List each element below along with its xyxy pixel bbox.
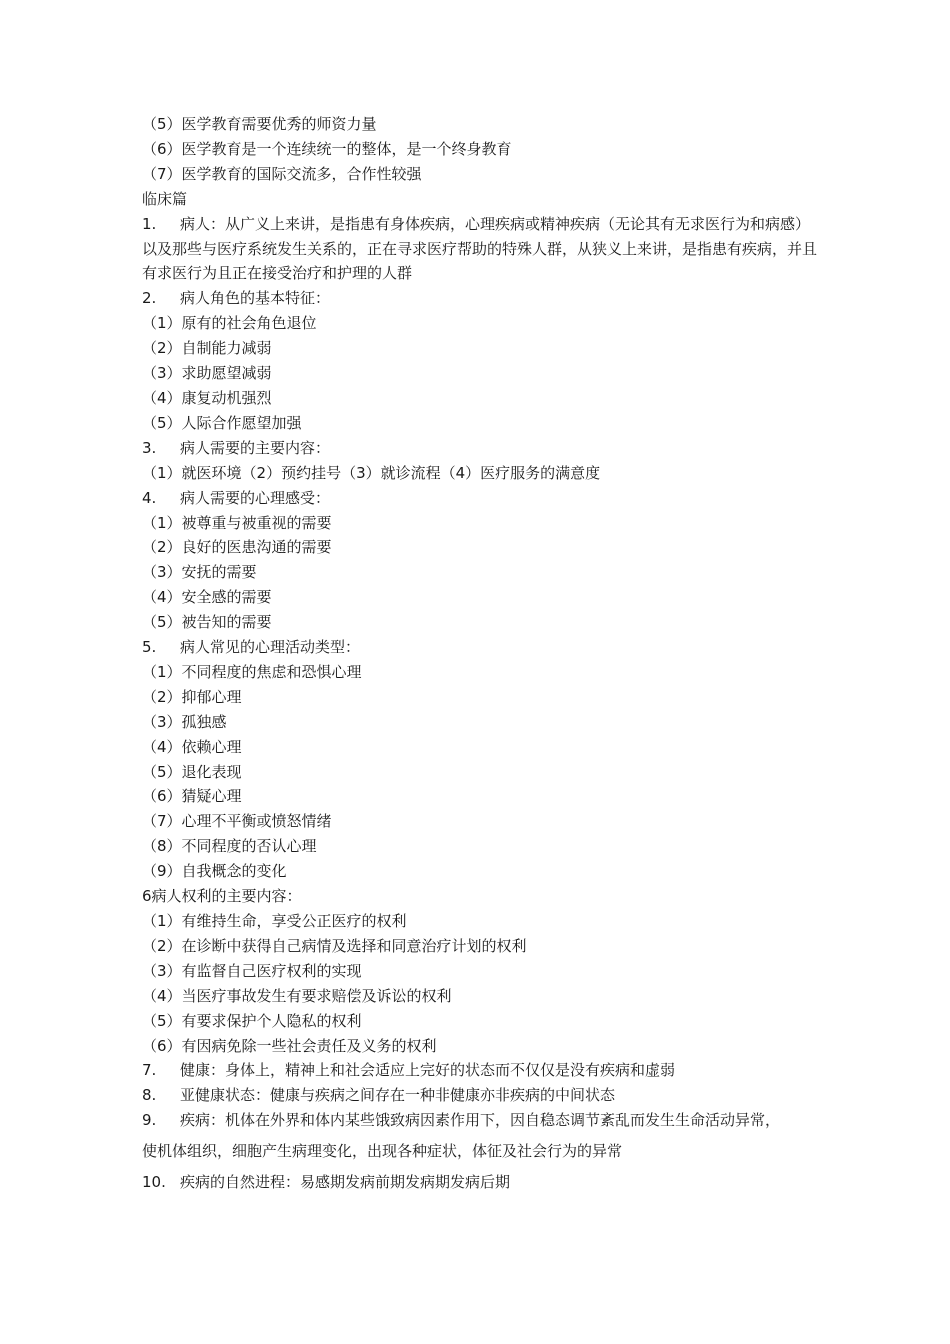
question-4	[142, 486, 822, 511]
list-item: （5）退化表现	[142, 762, 242, 781]
list-item: （1）不同程度的焦虑和恐惧心理	[142, 662, 362, 681]
list-item: （5）人际合作愿望加强	[142, 413, 302, 432]
question-5-number: 5.	[142, 638, 157, 657]
question-2-text: 病人角色的基本特征：	[180, 289, 331, 308]
question-9-continuation: 使机体组织，细胞产生病理变化，出现各种症状，体征及社会行为的异常	[142, 1142, 623, 1161]
list-item: （3）孤独感	[142, 712, 227, 731]
question-9-number: 9.	[142, 1111, 157, 1130]
list-item: （3）安抚的需要	[142, 563, 257, 582]
list-item: （4）依赖心理	[142, 737, 242, 756]
list-item: （2）在诊断中获得自己病情及选择和同意治疗计划的权利	[142, 936, 527, 955]
list-item: （1）被尊重与被重视的需要	[142, 513, 332, 532]
list-item: （4）安全感的需要	[142, 588, 272, 607]
question-4-number: 4.	[142, 488, 157, 507]
question-9-text: 疾病：机体在外界和体内某些饿致病因素作用下，因自稳态调节紊乱而发生生命活动异常，	[180, 1111, 781, 1130]
question-3	[142, 436, 822, 461]
list-item: （6）有因病免除一些社会责任及义务的权利	[142, 1036, 437, 1055]
question-10-number: 10.	[142, 1173, 166, 1192]
question-7	[142, 1058, 822, 1083]
question-5-text: 病人常见的心理活动类型：	[180, 638, 361, 657]
list-item: （9）自我概念的变化	[142, 862, 287, 881]
question-7-text: 健康：身体上，精神上和社会适应上完好的状态而不仅仅是没有疾病和虚弱	[180, 1061, 676, 1080]
question-1-number: 1.	[142, 214, 157, 233]
question-10-text: 疾病的自然进程：易感期发病前期发病期发病后期	[180, 1173, 511, 1192]
question-6: 6病人权利的主要内容：	[142, 887, 302, 906]
list-item: （3）求助愿望减弱	[142, 364, 272, 383]
question-1	[142, 212, 822, 287]
question-8	[142, 1083, 822, 1108]
list-item: （5）有要求保护个人隐私的权利	[142, 1011, 362, 1030]
question-4-text: 病人需要的心理感受：	[180, 488, 331, 507]
question-3-number: 3.	[142, 438, 157, 457]
education-item-6: （6）医学教育是一个连续统一的整体，是一个终身教育	[142, 139, 512, 158]
list-item: （3）有监督自己医疗权利的实现	[142, 961, 362, 980]
list-item: （1）原有的社会角色退位	[142, 314, 317, 333]
list-item: （4）康复动机强烈	[142, 388, 272, 407]
list-item: （6）猜疑心理	[142, 787, 242, 806]
question-1-text: 病人：从广义上来讲，是指患有身体疾病，心理疾病或精神疾病（无论其有无求医行为和病感）以及那些与医疗系统发生关系的，正在寻求医疗帮助的特殊人群，从狭义上来讲，是指患有疾病，并且有求医行为且正在接受治疗和护理的人群	[142, 214, 818, 283]
list-item: （5）被告知的需要	[142, 613, 272, 632]
list-item: （2）良好的医患沟通的需要	[142, 538, 332, 557]
question-8-number: 8.	[142, 1086, 157, 1105]
question-9	[142, 1108, 822, 1133]
section-title: 临床篇	[142, 189, 188, 208]
list-item: （4）当医疗事故发生有要求赔偿及诉讼的权利	[142, 986, 452, 1005]
question-10	[142, 1170, 822, 1195]
question-2	[142, 286, 822, 311]
education-item-7: （7）医学教育的国际交流多，合作性较强	[142, 164, 422, 183]
list-item: （7）心理不平衡或愤怒情绪	[142, 812, 332, 831]
question-2-number: 2.	[142, 289, 157, 308]
list-item: （1）有维持生命，享受公正医疗的权利	[142, 912, 407, 930]
education-item-5: （5）医学教育需要优秀的师资力量	[142, 115, 377, 133]
list-item: （2）自制能力减弱	[142, 339, 272, 358]
document-page	[142, 112, 822, 1195]
list-item: （1）就医环境（2）预约挂号（3）就诊流程（4）医疗服务的满意度	[142, 463, 601, 482]
question-7-number: 7.	[142, 1061, 157, 1080]
question-8-text: 亚健康状态：健康与疾病之间存在一种非健康亦非疾病的中间状态	[180, 1086, 616, 1105]
question-3-text: 病人需要的主要内容：	[180, 438, 331, 457]
list-item: （2）抑郁心理	[142, 687, 242, 706]
list-item: （8）不同程度的否认心理	[142, 837, 317, 856]
question-5	[142, 635, 822, 660]
